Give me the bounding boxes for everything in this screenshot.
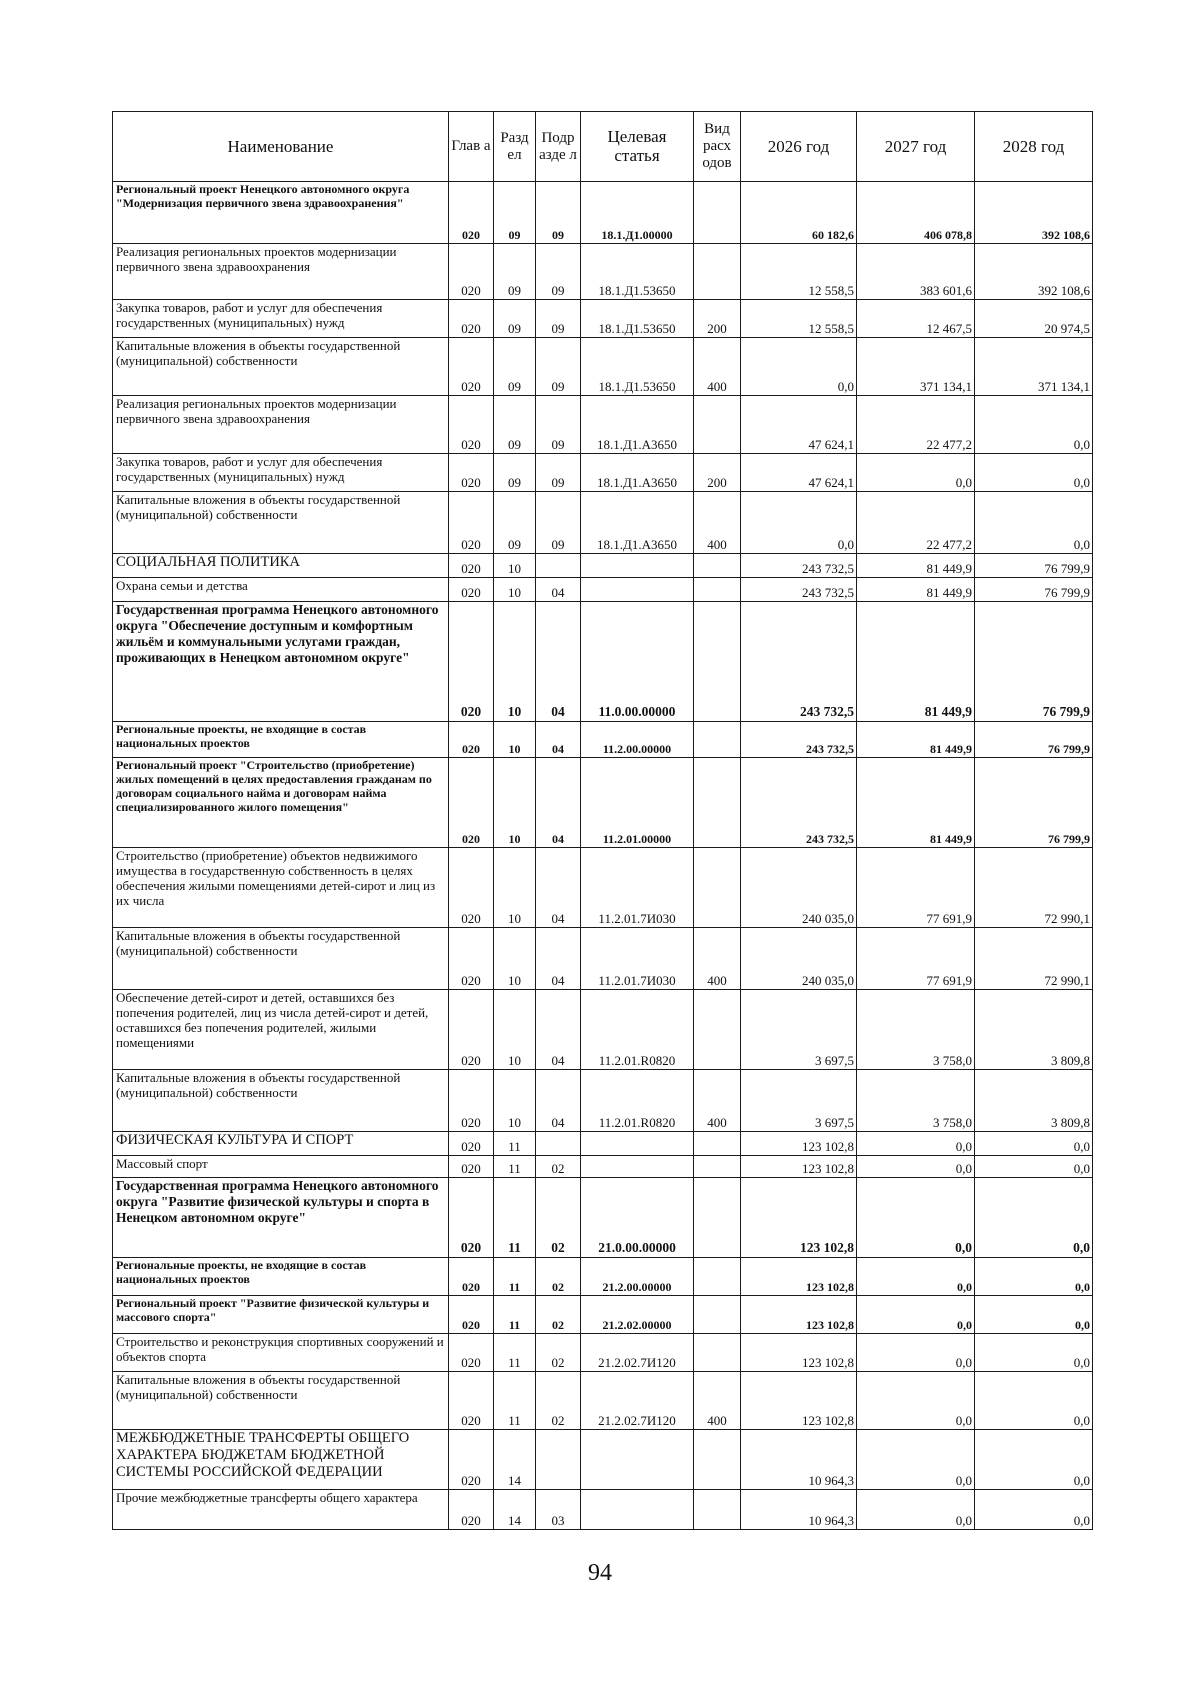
row-expense-type: 400: [694, 492, 741, 554]
row-value-2027: 0,0: [857, 1258, 975, 1296]
row-name: Капитальные вложения в объекты государственной (муниципальной) собственности: [113, 338, 449, 396]
header-2026: 2026 год: [741, 112, 857, 182]
row-value-2028: 72 990,1: [975, 848, 1093, 928]
row-value-2027: 3 758,0: [857, 990, 975, 1070]
table-row: [113, 1296, 1093, 1334]
row-value-2027: 383 601,6: [857, 244, 975, 300]
row-expense-type: [694, 848, 741, 928]
row-name: Обеспечение детей-сирот и детей, оставшихся без попечения родителей, лиц из числа детей-сирот и детей, оставшихся без попечения родителей, жилыми помещениями: [113, 990, 449, 1070]
row-value-2028: 76 799,9: [975, 554, 1093, 578]
row-value-2027: 3 758,0: [857, 1070, 975, 1132]
row-glava: 020: [449, 722, 494, 758]
row-glava: 020: [449, 1334, 494, 1372]
table-row: [113, 554, 1093, 578]
row-glava: 020: [449, 182, 494, 244]
row-podrazdel: 02: [536, 1372, 581, 1430]
row-glava: 020: [449, 602, 494, 722]
row-value-2027: 0,0: [857, 1178, 975, 1258]
row-expense-type: [694, 602, 741, 722]
row-razdel: 11: [494, 1334, 536, 1372]
row-value-2028: 76 799,9: [975, 722, 1093, 758]
row-value-2027: 81 449,9: [857, 722, 975, 758]
row-expense-type: [694, 1178, 741, 1258]
row-razdel: 09: [494, 244, 536, 300]
row-value-2027: 81 449,9: [857, 758, 975, 848]
row-name: Реализация региональных проектов модернизации первичного звена здравоохранения: [113, 244, 449, 300]
row-razdel: 09: [494, 454, 536, 492]
row-razdel: 11: [494, 1132, 536, 1156]
row-podrazdel: 09: [536, 244, 581, 300]
row-value-2028: 0,0: [975, 1490, 1093, 1530]
row-expense-type: [694, 578, 741, 602]
row-glava: 020: [449, 848, 494, 928]
row-target-article: 11.2.01.7И030: [581, 928, 694, 990]
row-name: Государственная программа Ненецкого автономного округа "Обеспечение доступным и комфортным жильём и коммунальными услугами граждан, проживающих в Ненецком автономном округе": [113, 602, 449, 722]
row-value-2028: 0,0: [975, 1178, 1093, 1258]
table-row: [113, 1178, 1093, 1258]
row-glava: 020: [449, 1070, 494, 1132]
row-value-2026: 243 732,5: [741, 578, 857, 602]
row-razdel: 10: [494, 758, 536, 848]
row-value-2026: 243 732,5: [741, 554, 857, 578]
row-target-article: 11.2.00.00000: [581, 722, 694, 758]
row-expense-type: [694, 1258, 741, 1296]
row-glava: 020: [449, 554, 494, 578]
row-value-2027: 406 078,8: [857, 182, 975, 244]
row-value-2027: 0,0: [857, 454, 975, 492]
row-name: Региональный проект Ненецкого автономного округа "Модернизация первичного звена здравоохранения": [113, 182, 449, 244]
row-expense-type: [694, 554, 741, 578]
row-razdel: 10: [494, 990, 536, 1070]
row-target-article: 11.2.01.00000: [581, 758, 694, 848]
row-target-article: 18.1.Д1.А3650: [581, 396, 694, 454]
row-name: Капитальные вложения в объекты государственной (муниципальной) собственности: [113, 1070, 449, 1132]
row-razdel: 09: [494, 492, 536, 554]
row-glava: 020: [449, 300, 494, 338]
table-row: [113, 602, 1093, 722]
header-podrazdel: Подр азде л: [536, 112, 581, 182]
row-expense-type: [694, 1334, 741, 1372]
row-value-2028: 20 974,5: [975, 300, 1093, 338]
table-row: [113, 454, 1093, 492]
row-podrazdel: 04: [536, 928, 581, 990]
header-expense-type: Вид расх одов: [694, 112, 741, 182]
row-expense-type: [694, 182, 741, 244]
row-razdel: 11: [494, 1258, 536, 1296]
header-2027: 2027 год: [857, 112, 975, 182]
header-2028: 2028 год: [975, 112, 1093, 182]
row-razdel: 09: [494, 338, 536, 396]
row-name: Прочие межбюджетные трансферты общего характера: [113, 1490, 449, 1530]
table-row: [113, 1334, 1093, 1372]
row-value-2027: 77 691,9: [857, 928, 975, 990]
table-row: [113, 244, 1093, 300]
row-target-article: 21.2.00.00000: [581, 1258, 694, 1296]
row-value-2026: 123 102,8: [741, 1258, 857, 1296]
row-podrazdel: 04: [536, 758, 581, 848]
row-value-2026: 47 624,1: [741, 396, 857, 454]
row-name: Капитальные вложения в объекты государственной (муниципальной) собственности: [113, 1372, 449, 1430]
row-name: Реализация региональных проектов модернизации первичного звена здравоохранения: [113, 396, 449, 454]
row-glava: 020: [449, 1258, 494, 1296]
row-expense-type: 400: [694, 928, 741, 990]
table-row: [113, 722, 1093, 758]
row-value-2027: 0,0: [857, 1490, 975, 1530]
row-expense-type: [694, 1156, 741, 1178]
row-name: Массовый спорт: [113, 1156, 449, 1178]
row-podrazdel: 04: [536, 848, 581, 928]
row-podrazdel: 09: [536, 454, 581, 492]
row-value-2028: 0,0: [975, 1334, 1093, 1372]
table-row: [113, 758, 1093, 848]
table-row: [113, 578, 1093, 602]
row-value-2028: 0,0: [975, 1296, 1093, 1334]
row-value-2028: 0,0: [975, 1156, 1093, 1178]
row-value-2026: 123 102,8: [741, 1296, 857, 1334]
row-name: Строительство и реконструкция спортивных сооружений и объектов спорта: [113, 1334, 449, 1372]
row-value-2028: 0,0: [975, 492, 1093, 554]
row-glava: 020: [449, 1132, 494, 1156]
row-podrazdel: 04: [536, 578, 581, 602]
row-value-2026: 123 102,8: [741, 1334, 857, 1372]
row-value-2027: 0,0: [857, 1156, 975, 1178]
row-value-2028: 0,0: [975, 1372, 1093, 1430]
page-number: 94: [588, 1560, 612, 1586]
table-row: [113, 928, 1093, 990]
row-value-2028: 72 990,1: [975, 928, 1093, 990]
row-target-article: 18.1.Д1.53650: [581, 300, 694, 338]
row-podrazdel: 02: [536, 1258, 581, 1296]
row-expense-type: [694, 1430, 741, 1490]
header-glava: Глав а: [449, 112, 494, 182]
row-value-2026: 123 102,8: [741, 1178, 857, 1258]
row-target-article: 11.0.00.00000: [581, 602, 694, 722]
row-value-2028: 0,0: [975, 1258, 1093, 1296]
row-name: СОЦИАЛЬНАЯ ПОЛИТИКА: [113, 554, 449, 578]
row-name: Капитальные вложения в объекты государственной (муниципальной) собственности: [113, 928, 449, 990]
row-podrazdel: 09: [536, 182, 581, 244]
row-glava: 020: [449, 1490, 494, 1530]
row-value-2028: 371 134,1: [975, 338, 1093, 396]
table-row: [113, 1156, 1093, 1178]
table-row: [113, 990, 1093, 1070]
row-target-article: [581, 578, 694, 602]
row-value-2027: 0,0: [857, 1372, 975, 1430]
row-glava: 020: [449, 1372, 494, 1430]
table-row: [113, 1070, 1093, 1132]
row-name: Закупка товаров, работ и услуг для обеспечения государственных (муниципальных) нужд: [113, 454, 449, 492]
row-glava: 020: [449, 758, 494, 848]
row-expense-type: [694, 722, 741, 758]
header-target-article: Целевая статья: [581, 112, 694, 182]
row-razdel: 10: [494, 722, 536, 758]
row-value-2028: 0,0: [975, 1132, 1093, 1156]
row-glava: 020: [449, 578, 494, 602]
row-podrazdel: [536, 1132, 581, 1156]
row-expense-type: [694, 990, 741, 1070]
table-row: [113, 396, 1093, 454]
row-glava: 020: [449, 454, 494, 492]
row-value-2026: 0,0: [741, 338, 857, 396]
row-expense-type: [694, 1490, 741, 1530]
row-target-article: 21.2.02.7И120: [581, 1372, 694, 1430]
row-razdel: 14: [494, 1430, 536, 1490]
row-target-article: 11.2.01.R0820: [581, 1070, 694, 1132]
row-value-2026: 243 732,5: [741, 758, 857, 848]
table-row: [113, 338, 1093, 396]
row-value-2027: 0,0: [857, 1334, 975, 1372]
row-name: Региональный проект "Строительство (приобретение) жилых помещений в целях предоставления гражданам по договорам социального найма и договорам найма специализированного жилого помещения": [113, 758, 449, 848]
row-name: Строительство (приобретение) объектов недвижимого имущества в государственную собственность в целях обеспечения жилыми помещениями детей-сирот и лиц из их числа: [113, 848, 449, 928]
row-podrazdel: 04: [536, 1070, 581, 1132]
row-value-2027: 81 449,9: [857, 602, 975, 722]
row-value-2026: 123 102,8: [741, 1132, 857, 1156]
row-target-article: 18.1.Д1.53650: [581, 244, 694, 300]
row-value-2028: 0,0: [975, 1430, 1093, 1490]
row-razdel: 09: [494, 396, 536, 454]
table-row: [113, 182, 1093, 244]
row-podrazdel: 02: [536, 1334, 581, 1372]
header-row: [113, 112, 1093, 182]
row-target-article: [581, 554, 694, 578]
header-name: Наименование: [113, 112, 449, 182]
row-target-article: [581, 1430, 694, 1490]
row-razdel: 10: [494, 848, 536, 928]
row-razdel: 10: [494, 928, 536, 990]
row-razdel: 14: [494, 1490, 536, 1530]
row-value-2027: 22 477,2: [857, 492, 975, 554]
row-podrazdel: [536, 1430, 581, 1490]
row-value-2028: 76 799,9: [975, 578, 1093, 602]
row-podrazdel: [536, 554, 581, 578]
row-value-2028: 0,0: [975, 454, 1093, 492]
row-razdel: 10: [494, 1070, 536, 1132]
row-razdel: 10: [494, 602, 536, 722]
row-target-article: [581, 1490, 694, 1530]
row-razdel: 10: [494, 554, 536, 578]
row-expense-type: [694, 1296, 741, 1334]
row-target-article: [581, 1132, 694, 1156]
row-expense-type: [694, 758, 741, 848]
row-value-2028: 0,0: [975, 396, 1093, 454]
row-value-2027: 0,0: [857, 1296, 975, 1334]
row-razdel: 09: [494, 182, 536, 244]
row-razdel: 11: [494, 1156, 536, 1178]
row-value-2027: 22 477,2: [857, 396, 975, 454]
row-name: Закупка товаров, работ и услуг для обеспечения государственных (муниципальных) нужд: [113, 300, 449, 338]
row-value-2026: 243 732,5: [741, 602, 857, 722]
row-podrazdel: 02: [536, 1296, 581, 1334]
row-target-article: 11.2.01.R0820: [581, 990, 694, 1070]
budget-table: [112, 111, 1093, 1530]
row-target-article: 18.1.Д1.А3650: [581, 492, 694, 554]
row-name: Охрана семьи и детства: [113, 578, 449, 602]
row-podrazdel: 04: [536, 602, 581, 722]
row-name: Региональные проекты, не входящие в состав национальных проектов: [113, 1258, 449, 1296]
row-value-2028: 392 108,6: [975, 182, 1093, 244]
row-razdel: 11: [494, 1372, 536, 1430]
row-value-2026: 240 035,0: [741, 928, 857, 990]
row-value-2028: 76 799,9: [975, 602, 1093, 722]
row-value-2027: 12 467,5: [857, 300, 975, 338]
row-value-2026: 3 697,5: [741, 990, 857, 1070]
table-row: [113, 1430, 1093, 1490]
row-podrazdel: 09: [536, 300, 581, 338]
row-target-article: 11.2.01.7И030: [581, 848, 694, 928]
row-glava: 020: [449, 1296, 494, 1334]
table-row: [113, 1258, 1093, 1296]
row-value-2026: 0,0: [741, 492, 857, 554]
row-target-article: [581, 1156, 694, 1178]
row-value-2026: 60 182,6: [741, 182, 857, 244]
row-name: ФИЗИЧЕСКАЯ КУЛЬТУРА И СПОРТ: [113, 1132, 449, 1156]
row-value-2028: 392 108,6: [975, 244, 1093, 300]
row-expense-type: 200: [694, 454, 741, 492]
row-value-2028: 3 809,8: [975, 990, 1093, 1070]
row-expense-type: 400: [694, 338, 741, 396]
row-glava: 020: [449, 244, 494, 300]
row-value-2026: 123 102,8: [741, 1156, 857, 1178]
row-podrazdel: 09: [536, 492, 581, 554]
row-target-article: 21.2.02.00000: [581, 1296, 694, 1334]
row-value-2027: 81 449,9: [857, 554, 975, 578]
table-row: [113, 848, 1093, 928]
row-value-2028: 76 799,9: [975, 758, 1093, 848]
row-value-2026: 3 697,5: [741, 1070, 857, 1132]
row-target-article: 18.1.Д1.53650: [581, 338, 694, 396]
row-glava: 020: [449, 492, 494, 554]
row-podrazdel: 09: [536, 338, 581, 396]
row-glava: 020: [449, 928, 494, 990]
row-target-article: 18.1.Д1.00000: [581, 182, 694, 244]
row-target-article: 21.0.00.00000: [581, 1178, 694, 1258]
row-razdel: 11: [494, 1178, 536, 1258]
row-podrazdel: 02: [536, 1178, 581, 1258]
row-glava: 020: [449, 1156, 494, 1178]
header-razdel: Разд ел: [494, 112, 536, 182]
row-name: Государственная программа Ненецкого автономного округа "Развитие физической культуры и спорта в Ненецком автономном округе": [113, 1178, 449, 1258]
row-value-2026: 10 964,3: [741, 1430, 857, 1490]
row-value-2026: 12 558,5: [741, 300, 857, 338]
row-razdel: 11: [494, 1296, 536, 1334]
row-value-2026: 240 035,0: [741, 848, 857, 928]
row-value-2028: 3 809,8: [975, 1070, 1093, 1132]
row-value-2027: 0,0: [857, 1430, 975, 1490]
table-row: [113, 1490, 1093, 1530]
row-glava: 020: [449, 396, 494, 454]
row-name: МЕЖБЮДЖЕТНЫЕ ТРАНСФЕРТЫ ОБЩЕГО ХАРАКТЕРА БЮДЖЕТАМ БЮДЖЕТНОЙ СИСТЕМЫ РОССИЙСКОЙ ФЕДЕРАЦИИ: [113, 1430, 449, 1490]
row-podrazdel: 04: [536, 990, 581, 1070]
row-podrazdel: 04: [536, 722, 581, 758]
row-expense-type: 400: [694, 1372, 741, 1430]
row-glava: 020: [449, 990, 494, 1070]
row-target-article: 21.2.02.7И120: [581, 1334, 694, 1372]
row-expense-type: 400: [694, 1070, 741, 1132]
row-glava: 020: [449, 1430, 494, 1490]
row-value-2027: 81 449,9: [857, 578, 975, 602]
table-row: [113, 300, 1093, 338]
row-razdel: 09: [494, 300, 536, 338]
row-value-2026: 47 624,1: [741, 454, 857, 492]
table-row: [113, 1372, 1093, 1430]
row-name: Региональный проект "Развитие физической культуры и массового спорта": [113, 1296, 449, 1334]
row-value-2026: 10 964,3: [741, 1490, 857, 1530]
row-value-2027: 77 691,9: [857, 848, 975, 928]
row-glava: 020: [449, 338, 494, 396]
row-value-2027: 371 134,1: [857, 338, 975, 396]
row-value-2026: 243 732,5: [741, 722, 857, 758]
row-expense-type: [694, 1132, 741, 1156]
row-value-2026: 123 102,8: [741, 1372, 857, 1430]
row-expense-type: 200: [694, 300, 741, 338]
row-name: Капитальные вложения в объекты государственной (муниципальной) собственности: [113, 492, 449, 554]
table-row: [113, 492, 1093, 554]
row-name: Региональные проекты, не входящие в состав национальных проектов: [113, 722, 449, 758]
row-value-2027: 0,0: [857, 1132, 975, 1156]
row-glava: 020: [449, 1178, 494, 1258]
row-razdel: 10: [494, 578, 536, 602]
row-podrazdel: 02: [536, 1156, 581, 1178]
row-target-article: 18.1.Д1.А3650: [581, 454, 694, 492]
table-row: [113, 1132, 1093, 1156]
row-podrazdel: 03: [536, 1490, 581, 1530]
row-value-2026: 12 558,5: [741, 244, 857, 300]
row-expense-type: [694, 244, 741, 300]
row-expense-type: [694, 396, 741, 454]
row-podrazdel: 09: [536, 396, 581, 454]
